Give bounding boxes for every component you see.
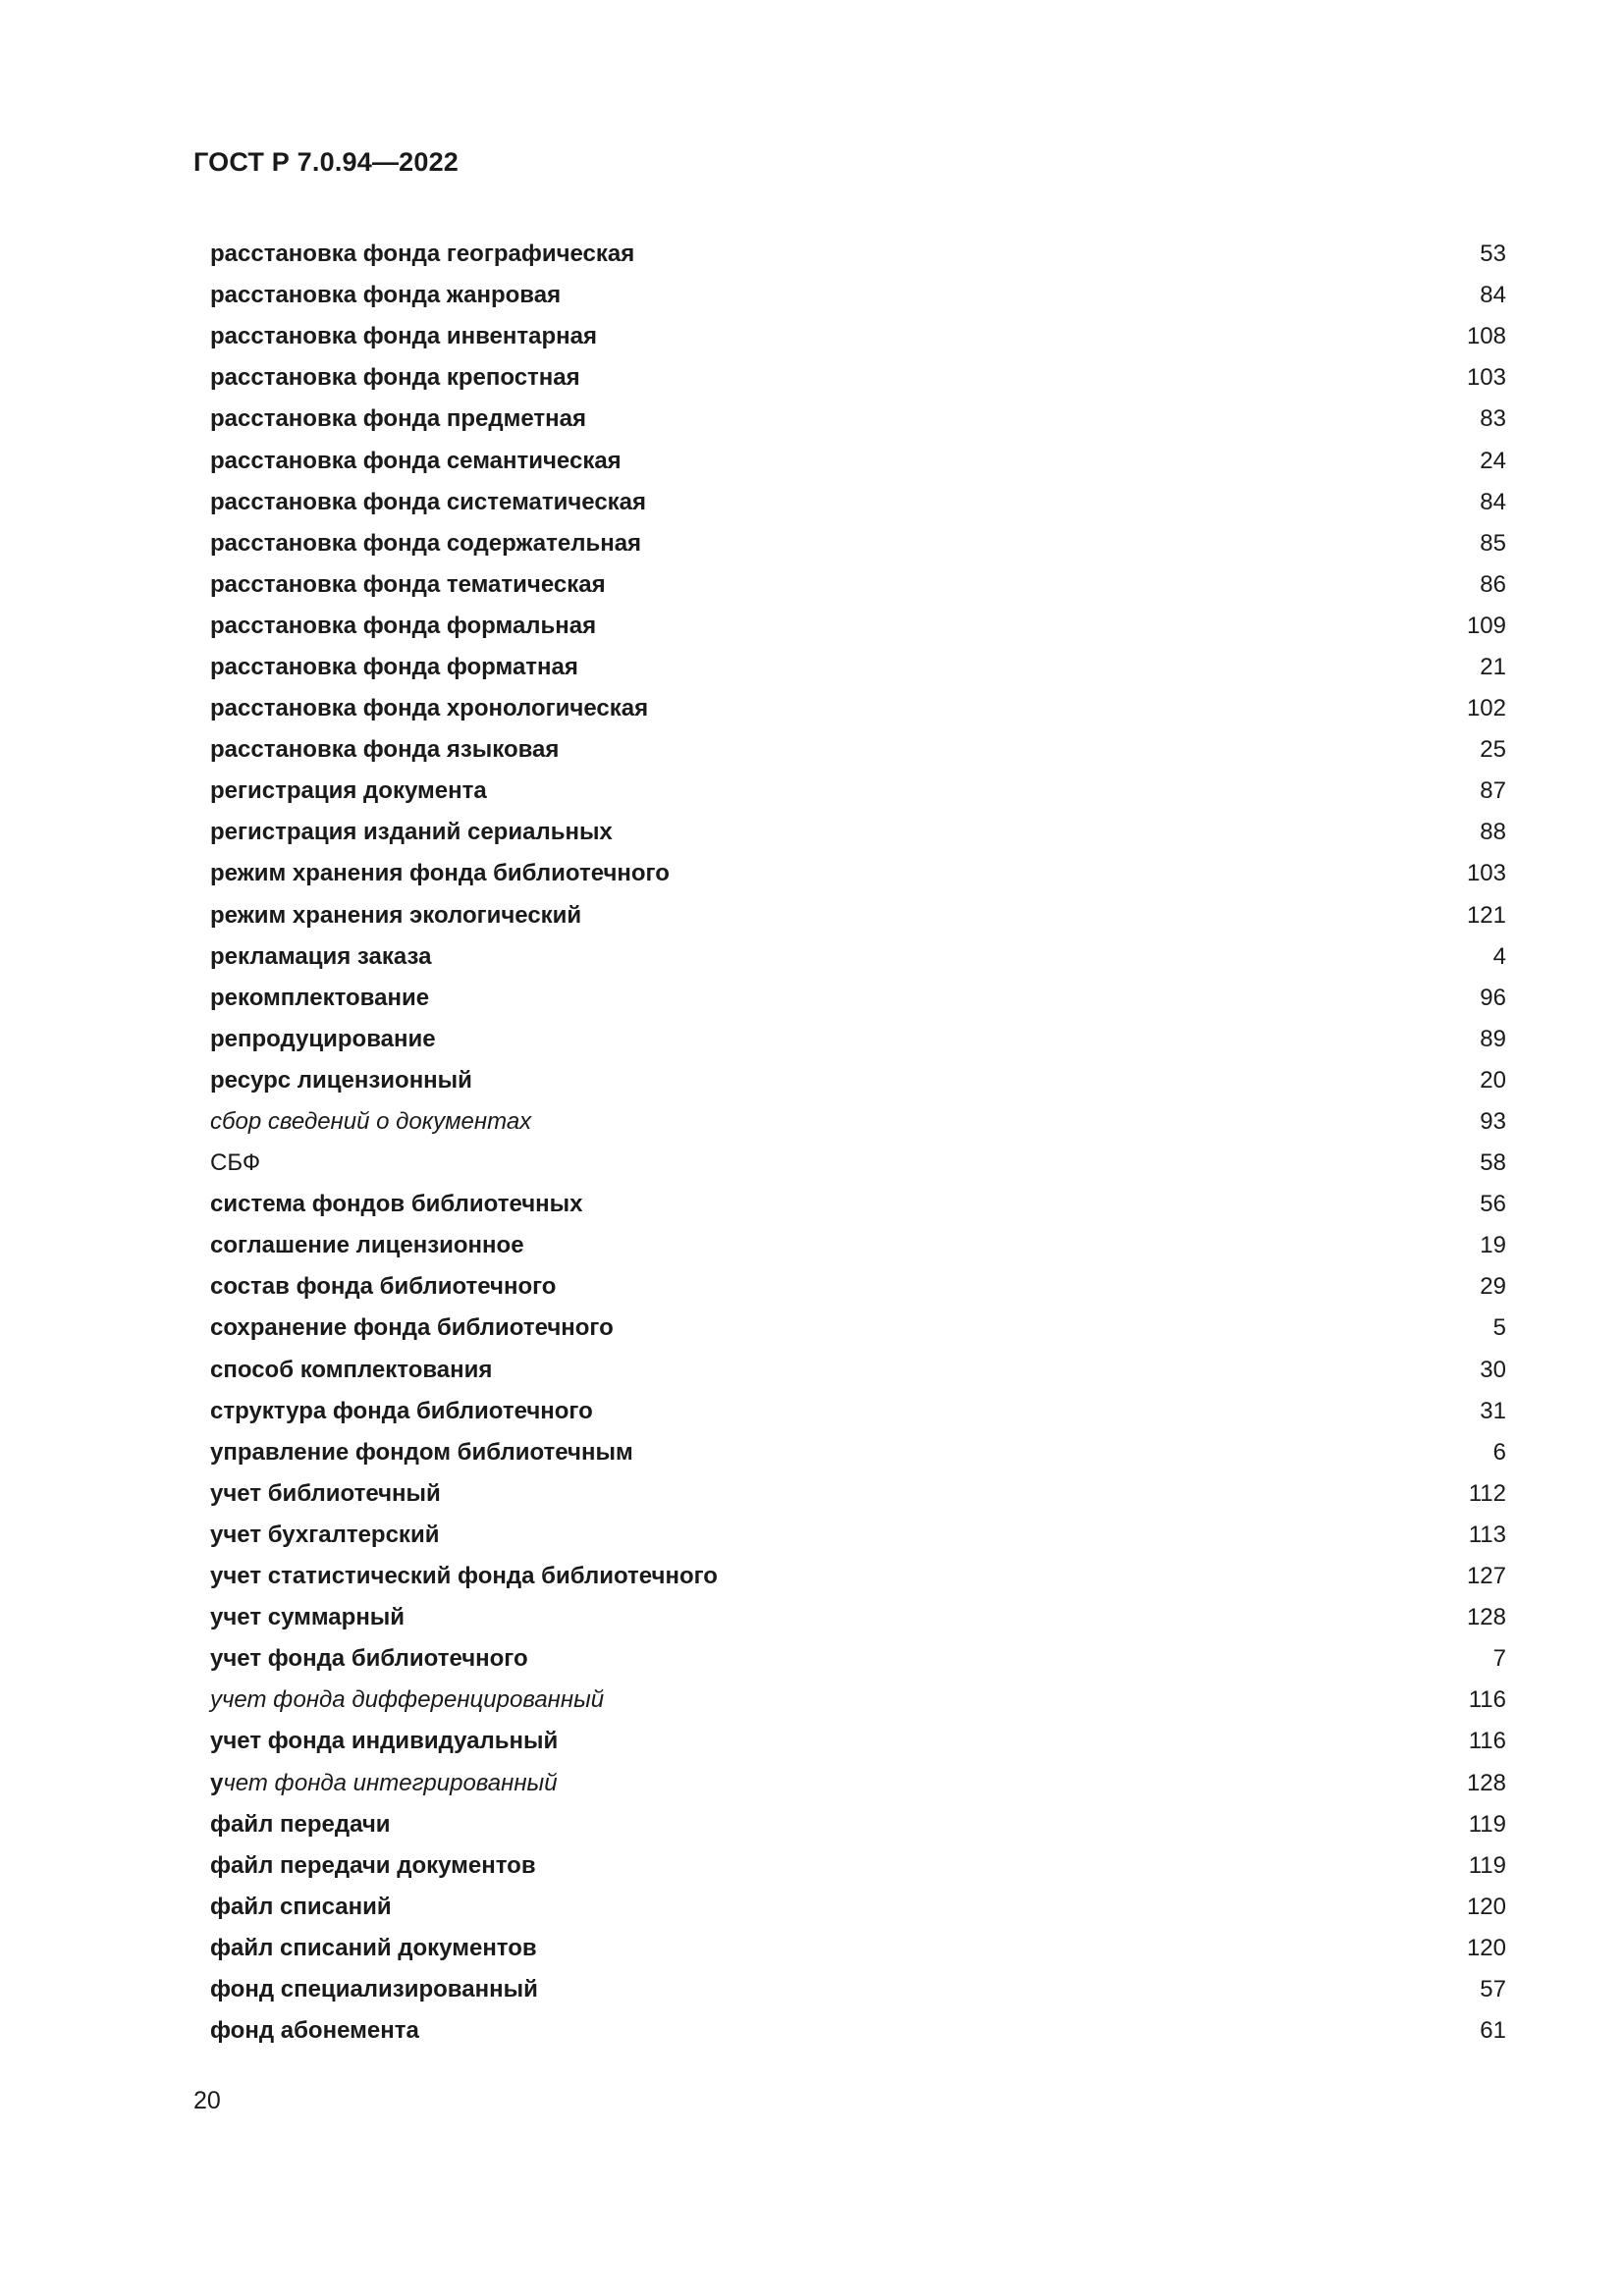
index-entry (210, 234, 1506, 275)
index-term: рекламация заказа (210, 942, 432, 970)
index-entry (210, 606, 1506, 647)
index-entry (210, 978, 1506, 1019)
index-page-ref: 116 (1468, 1686, 1506, 1714)
index-term: учет фонда библиотечного (210, 1645, 528, 1673)
index-term: состав фонда библиотечного (210, 1273, 557, 1301)
index-term: расстановка фонда тематическая (210, 570, 606, 598)
index-page-ref: 7 (1492, 1645, 1506, 1673)
page-number: 20 (193, 2087, 221, 2114)
index-entry (210, 1266, 1506, 1308)
index-entry (210, 812, 1506, 853)
index-term: учет статистический фонда библиотечного (210, 1563, 718, 1590)
index-page-ref: 85 (1480, 529, 1506, 557)
index-entry (210, 771, 1506, 812)
subject-index-list (210, 234, 1506, 2052)
index-entry (210, 1101, 1506, 1143)
index-page-ref: 128 (1466, 1769, 1506, 1796)
index-page-ref: 128 (1466, 1604, 1506, 1631)
index-page-ref: 21 (1480, 653, 1506, 680)
index-term: система фондов библиотечных (210, 1191, 583, 1218)
index-entry (210, 729, 1506, 771)
index-entry (210, 647, 1506, 688)
index-page-ref: 30 (1480, 1356, 1506, 1383)
index-entry (210, 1515, 1506, 1556)
index-page-ref: 96 (1480, 984, 1506, 1011)
index-entry (210, 1680, 1506, 1721)
index-page-ref: 20 (1480, 1066, 1506, 1094)
index-term: сохранение фонда библиотечного (210, 1314, 614, 1342)
index-term: структура фонда библиотечного (210, 1397, 593, 1424)
index-entry (210, 564, 1506, 606)
index-page-ref: 6 (1492, 1438, 1506, 1466)
index-term: расстановка фонда предметная (210, 405, 586, 433)
index-page-ref: 4 (1492, 942, 1506, 970)
index-term: учет фонда индивидуальный (210, 1728, 559, 1755)
index-term: файл передачи документов (210, 1851, 536, 1879)
index-page-ref: 108 (1466, 323, 1506, 350)
index-entry (210, 688, 1506, 729)
index-page-ref: 121 (1466, 901, 1506, 929)
index-entry (210, 440, 1506, 481)
index-page-ref: 86 (1480, 570, 1506, 598)
index-entry (210, 1308, 1506, 1349)
index-entry (210, 1928, 1506, 1969)
index-entry (210, 1184, 1506, 1225)
index-entry (210, 1804, 1506, 1845)
index-entry (210, 1638, 1506, 1680)
index-term: режим хранения фонда библиотечного (210, 860, 670, 887)
index-page-ref: 93 (1480, 1108, 1506, 1136)
index-page-ref: 24 (1480, 447, 1506, 474)
index-term: фонд абонемента (210, 2017, 419, 2045)
index-entry (210, 853, 1506, 894)
index-entry (210, 357, 1506, 399)
index-term: фонд специализированный (210, 1975, 538, 2002)
index-page-ref: 58 (1480, 1149, 1506, 1177)
index-term: регистрация документа (210, 777, 487, 805)
index-term (210, 1770, 558, 1797)
index-term: управление фондом библиотечным (210, 1438, 633, 1466)
index-page-ref: 84 (1480, 282, 1506, 309)
index-entry (210, 1060, 1506, 1101)
index-entry (210, 399, 1506, 440)
index-term: файл передачи (210, 1810, 391, 1838)
index-term: режим хранения экологический (210, 901, 582, 929)
index-term: ресурс лицензионный (210, 1066, 472, 1094)
index-entry (210, 1391, 1506, 1432)
index-term: расстановка фонда систематическая (210, 488, 647, 515)
index-page-ref: 19 (1480, 1232, 1506, 1259)
index-term: регистрация изданий сериальных (210, 819, 613, 846)
index-term: учет суммарный (210, 1604, 406, 1631)
index-term: расстановка фонда хронологическая (210, 695, 649, 722)
index-term: сбор сведений о документах (210, 1108, 532, 1136)
index-term: соглашение лицензионное (210, 1232, 524, 1259)
index-page-ref: 5 (1492, 1314, 1506, 1342)
index-entry (210, 275, 1506, 316)
index-term: расстановка фонда содержательная (210, 529, 642, 557)
index-page-ref: 113 (1468, 1521, 1506, 1548)
index-entry (210, 1597, 1506, 1638)
document-header: ГОСТ Р 7.0.94—2022 (193, 147, 460, 177)
index-page-ref: 25 (1480, 736, 1506, 764)
index-term: расстановка фонда крепостная (210, 364, 580, 392)
index-page-ref: 84 (1480, 488, 1506, 515)
index-page-ref: 112 (1468, 1479, 1506, 1507)
index-page-ref: 56 (1480, 1191, 1506, 1218)
index-entry (210, 1019, 1506, 1060)
index-entry (210, 316, 1506, 357)
index-entry (210, 936, 1506, 978)
index-entry (210, 1762, 1506, 1803)
index-page-ref: 109 (1466, 612, 1506, 639)
index-entry (210, 1432, 1506, 1473)
index-page-ref: 88 (1480, 819, 1506, 846)
index-term: репродуцирование (210, 1025, 436, 1052)
index-entry (210, 1721, 1506, 1762)
index-page-ref: 120 (1466, 1893, 1506, 1920)
index-entry (210, 482, 1506, 523)
index-term: рекомплектование (210, 984, 430, 1011)
index-entry (210, 523, 1506, 564)
index-term: расстановка фонда инвентарная (210, 323, 597, 350)
index-page-ref: 102 (1466, 695, 1506, 722)
index-term-rest: чет фонда интегрированный (223, 1769, 558, 1796)
index-term: способ комплектования (210, 1356, 493, 1383)
index-term: СБФ (210, 1149, 261, 1177)
index-term: учет фонда дифференцированный (210, 1686, 605, 1714)
index-entry (210, 1143, 1506, 1184)
index-term: расстановка фонда языковая (210, 736, 560, 764)
index-entry (210, 1225, 1506, 1266)
index-page-ref: 119 (1468, 1851, 1506, 1879)
index-page-ref: 116 (1468, 1728, 1506, 1755)
index-page-ref: 120 (1466, 1934, 1506, 1961)
index-page-ref: 119 (1468, 1810, 1506, 1838)
index-term: расстановка фонда семантическая (210, 447, 622, 474)
index-entry (210, 895, 1506, 936)
index-page-ref: 61 (1480, 2017, 1506, 2045)
index-entry (210, 1473, 1506, 1515)
index-term-lead: у (210, 1769, 224, 1796)
index-term: файл списаний документов (210, 1934, 537, 1961)
index-entry (210, 2010, 1506, 2052)
index-entry (210, 1556, 1506, 1597)
index-page-ref: 89 (1480, 1025, 1506, 1052)
index-page-ref: 57 (1480, 1975, 1506, 2002)
index-page-ref: 31 (1480, 1397, 1506, 1424)
index-entry (210, 1969, 1506, 2010)
index-term: расстановка фонда жанровая (210, 282, 562, 309)
index-entry (210, 1845, 1506, 1887)
index-entry (210, 1887, 1506, 1928)
index-term: расстановка фонда формальная (210, 612, 597, 639)
index-page-ref: 87 (1480, 777, 1506, 805)
index-entry (210, 1350, 1506, 1391)
index-term: файл списаний (210, 1893, 392, 1920)
index-term: учет бухгалтерский (210, 1521, 440, 1548)
index-page-ref: 53 (1480, 240, 1506, 268)
index-page-ref: 83 (1480, 405, 1506, 433)
index-page-ref: 103 (1466, 860, 1506, 887)
index-term: учет библиотечный (210, 1479, 441, 1507)
index-term: расстановка фонда географическая (210, 240, 635, 268)
index-page-ref: 127 (1466, 1563, 1506, 1590)
index-page-ref: 103 (1466, 364, 1506, 392)
index-page-ref: 29 (1480, 1273, 1506, 1301)
index-term: расстановка фонда форматная (210, 653, 578, 680)
